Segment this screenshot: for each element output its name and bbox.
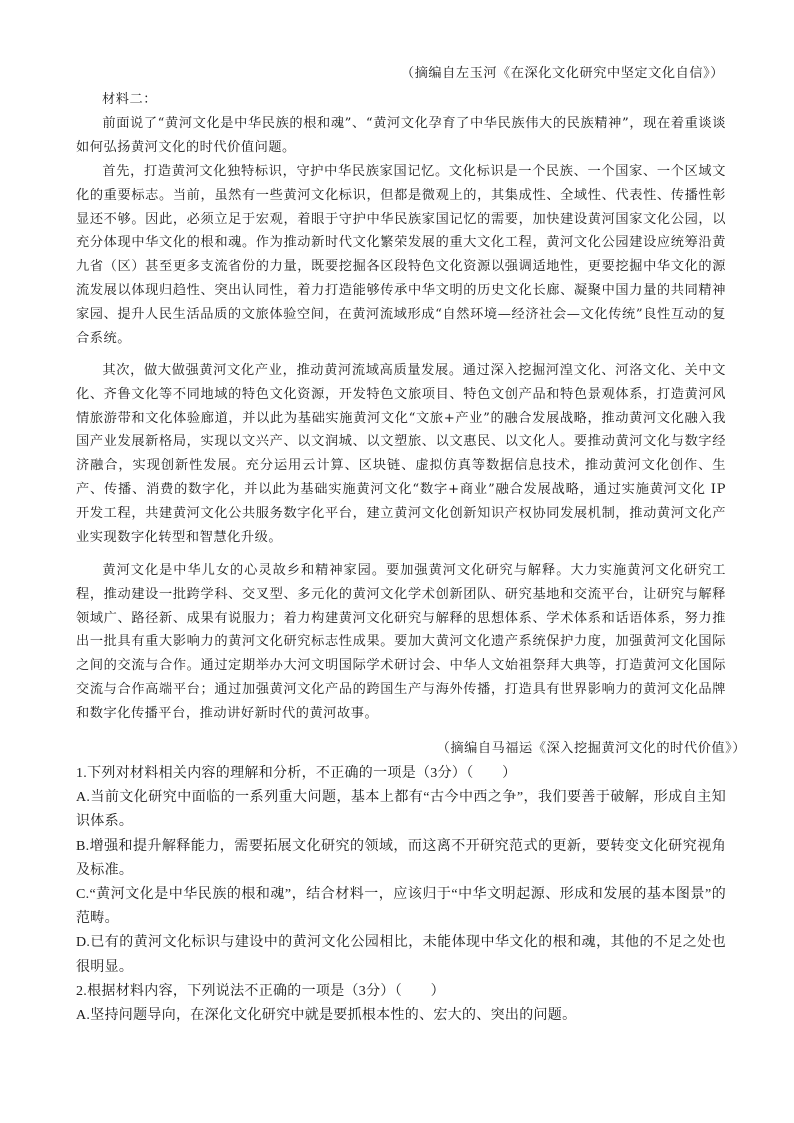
paragraph-text: 其次，做大做强黄河文化产业，推动黄河流域高质量发展。通过深入挖掘河湟文化、河洛文化、关中文化、齐鲁文化等不同地域的特色文化资源，开发特色文旅项目、特色文创产品和特色景观体系，打造黄河风情旅游带和文化体验廊道，并以此为基础实施黄河文化“文旅+产业”的融合发展战略，推动黄河文化融入我国产业发展新格局，实现以文兴产、以文润城、以文塑旅、以文惠民、以文化人。要推动黄河文化与数字经济融合，实现创新性发展。充分运用云计算、区块链、虚拟仿真等数据信息技术，推动黄河文化创作、生产、传播、消费的数字化，并以此为基础实施黄河文化“数字+商业”融合发展战略，通过实施黄河文化 IP 开发工程，共建黄河文化公共服务数字化平台，建立黄河文化创新知识产权协同发展机制，推动黄河文化产业实现数字化转型和智慧化升级。 — [76, 363, 726, 545]
material-2-paragraph-second — [76, 359, 726, 549]
paragraph-text: 黄河文化是中华儿女的心灵故乡和精神家园。要加强黄河文化研究与解释。大力实施黄河文化研究工程，推动建设一批跨学科、交叉型、多元化的黄河文化学术创新团队、研究基地和交流平台，让研究与解释领域广、路径新、成果有说服力；着力构建黄河文化研究与解释的思想体系、学术体系和话语体系，努力推出一批具有重大影响力的黄河文化研究标志性成果。要加大黄河文化遗产系统保护力度，加强黄河文化国际之间的交流与合作。通过定期举办大河文明国际学术研讨会、中华人文始祖祭拜大典等，打造黄河文化国际交流与合作高端平台；通过加强黄河文化产品的跨国生产与海外传播，打造具有世界影响力的黄河文化品牌和数字化传播平台，推动讲好新时代的黄河故事。 — [76, 563, 726, 721]
paragraph-text: 首先，打造黄河文化独特标识，守护中华民族家国记忆。文化标识是一个民族、一个国家、一个区域文化的重要标志。当前，虽然有一些黄河文化标识，但都是微观上的，其集成性、全域性、代表性、传播性彰显还不够。因此，必须立足于宏观，着眼于守护中华民族家国记忆的需要，加快建设黄河国家文化公园，以充分体现中华文化的根和魂。作为推动新时代文化繁荣发展的重大文化工程，黄河文化公园建设应统筹沿黄九省（区）甚至更多支流省份的力量，既要挖掘各区段特色文化资源以强调适地性，更要挖掘中华文化的源流发展以体现归趋性、突出认同性，着力打造能够传承中华文明的历史文化长廊、凝聚中国力量的共同精神家园、提升人民生活品质的文旅体验空间，在黄河流域形成“自然环境—经济社会—文化传统”良性互动的复合系统。 — [76, 164, 726, 346]
source-citation-material-2: （摘编自马福运《深入挖掘黄河文化的时代价值》） — [436, 741, 746, 756]
question-1-option-c: C.“黄河文化是中华民族的根和魂”，结合材料一，应该归于“中华文明起源、形成和发展的基本图景”的范畴。 — [76, 887, 726, 927]
material-2-intro-paragraph — [76, 112, 726, 160]
question-1-option-d: D.已有的黄河文化标识与建设中的黄河文化公园相比，未能体现中华文化的根和魂，其他的不足之处也很明显。 — [76, 935, 726, 975]
question-2-stem: 2.根据材料内容，下列说法不正确的一项是（3分）（ ） — [76, 983, 445, 999]
question-1-stem: 1.下列对材料相关内容的理解和分析，不正确的一项是（3分）（ ） — [76, 766, 517, 781]
question-1-option-a: A.当前文化研究中面临的一系列重大问题，基本上都有“古今中西之争”，我们要善于破解，形成自主知识体系。 — [76, 790, 726, 830]
question-section — [76, 762, 726, 1028]
question-1-option-b: B.增强和提升解释能力，需要拓展文化研究的领域，而这离不开研究范式的更新，要转变文化研究视角及标准。 — [76, 838, 726, 878]
material-2-paragraph-third — [76, 559, 726, 726]
material-2-label: 材料二： — [102, 92, 157, 107]
question-2-option-a: A.坚持问题导向，在深化文化研究中就是要抓根本性的、宏大的、突出的问题。 — [76, 1008, 577, 1024]
paragraph-text: 前面说了“黄河文化是中华民族的根和魂”、“黄河文化孕育了中华民族伟大的民族精神”，现在着重谈谈如何弘扬黄河文化的时代价值问题。 — [76, 116, 726, 155]
source-citation-material-1: （摘编自左玉河《在深化文化研究中坚定文化自信》） — [400, 66, 724, 81]
material-2-paragraph-first — [76, 160, 726, 350]
